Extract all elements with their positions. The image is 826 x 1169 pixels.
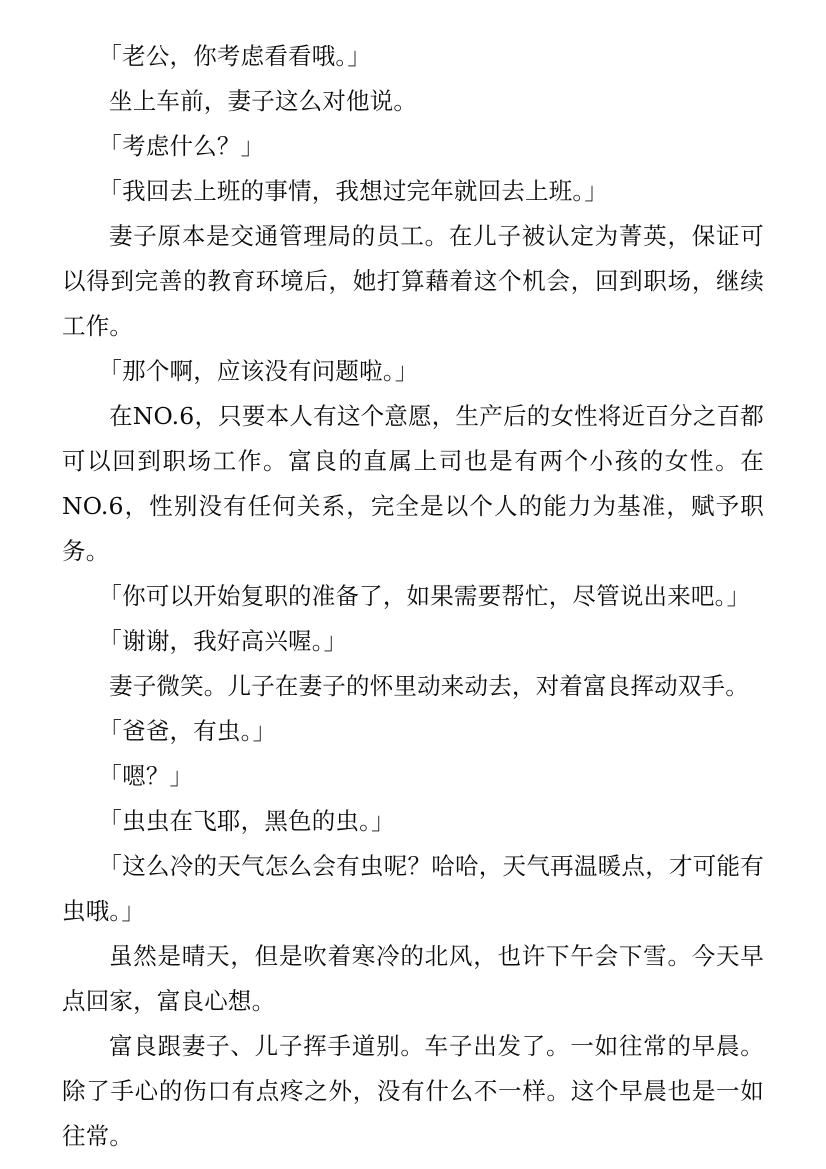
paragraph: 「你可以开始复职的准备了，如果需要帮忙，尽管说出来吧。」 <box>98 582 751 610</box>
paragraph: 「爸爸，有虫。」 <box>98 717 277 745</box>
paragraph: 「虫虫在飞耶，黑色的虫。」 <box>98 807 395 835</box>
paragraph: 坐上车前，妻子这么对他说。 <box>109 87 418 115</box>
paragraph: 「那个啊，应该没有问题啦。」 <box>98 357 419 385</box>
paragraph: 富良跟妻子、儿子挥手道别。车子出发了。一如往常的早晨。除了手心的伤口有点疼之外，没有什么不一样。这个早晨也是一如往常。 <box>62 1032 764 1150</box>
paragraph: 「我回去上班的事情，我想过完年就回去上班。」 <box>98 177 609 205</box>
paragraph: 「这么冷的天气怎么会有虫呢？哈哈，天气再温暖点，才可能有虫哦。」 <box>62 852 764 925</box>
paragraph: 妻子微笑。儿子在妻子的怀里动来动去，对着富良挥动双手。 <box>109 672 749 700</box>
paragraph: 「老公，你考虑看看哦。」 <box>98 42 372 70</box>
paragraph: 「考虑什么？」 <box>98 132 265 160</box>
paragraph: 在NO.6，只要本人有这个意愿，生产后的女性将近百分之百都可以回到职场工作。富良的直属上司也是有两个小孩的女性。在NO.6，性别没有任何关系，完全是以个人的能力为基准，赋予职务。 <box>62 402 764 565</box>
document-body <box>62 34 764 1159</box>
paragraph: 「嗯？」 <box>98 762 194 790</box>
paragraph: 虽然是晴天，但是吹着寒冷的北风，也许下午会下雪。今天早点回家，富良心想。 <box>62 942 764 1015</box>
paragraph: 「谢谢，我好高兴喔。」 <box>98 627 348 655</box>
paragraph: 妻子原本是交通管理局的员工。在儿子被认定为菁英，保证可以得到完善的教育环境后，她打算藉着这个机会，回到职场，继续工作。 <box>62 222 764 340</box>
